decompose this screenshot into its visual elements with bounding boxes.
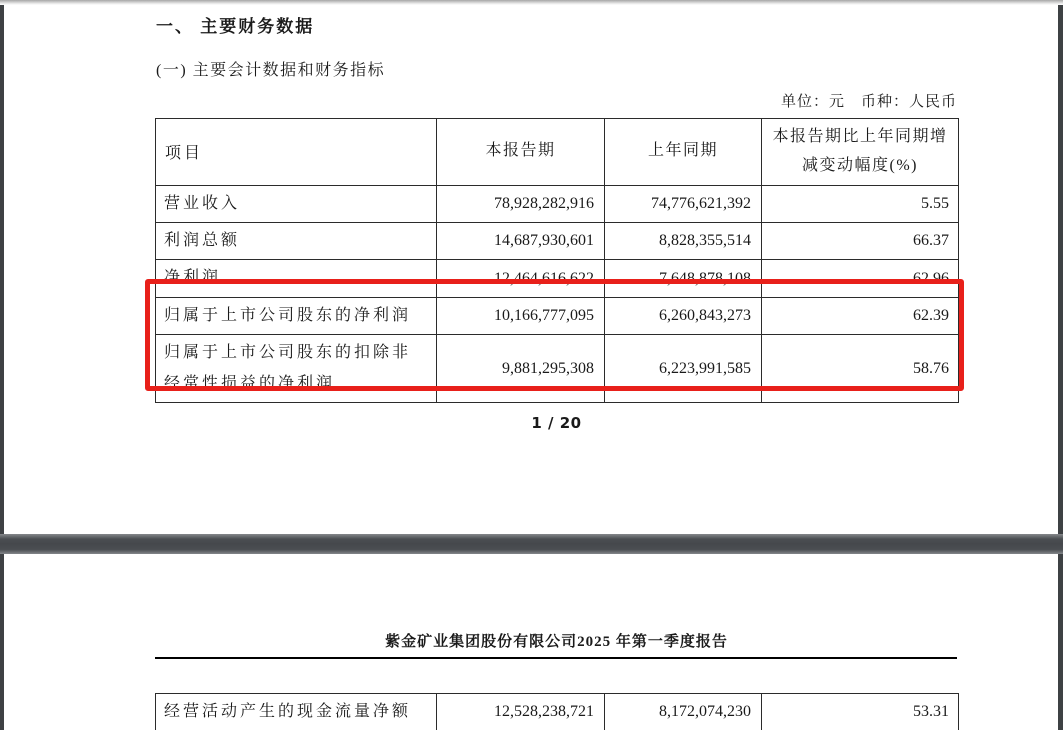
table-row-highlighted xyxy=(156,297,959,334)
header-current-period: 本报告期 xyxy=(437,119,605,186)
table-row xyxy=(156,222,959,259)
report-title: 紫金矿业集团股份有限公司2025 年第一季度报告 xyxy=(385,634,728,650)
header-prior-period: 上年同期 xyxy=(605,119,762,186)
row-prior-value: 6,260,843,273 xyxy=(605,297,762,334)
row-current-value: 9,881,295,308 xyxy=(437,335,605,403)
row-change-value: 5.55 xyxy=(762,185,959,222)
table-header-row xyxy=(156,119,959,186)
row-prior-value: 74,776,621,392 xyxy=(605,185,762,222)
row-current-value: 78,928,282,916 xyxy=(437,185,605,222)
page-indicator: 1 / 20 xyxy=(531,414,582,432)
header-change-pct: 本报告期比上年同期增减变动幅度(%) xyxy=(762,119,959,186)
title-underline xyxy=(155,657,957,659)
toolbar-shadow xyxy=(0,0,1063,5)
row-change-value: 62.96 xyxy=(762,260,959,297)
cash-flow-table xyxy=(155,693,959,730)
table-row xyxy=(156,260,959,297)
section-title: 一、 主要财务数据 xyxy=(156,17,315,36)
row-change-value: 62.39 xyxy=(762,297,959,334)
row-current-value: 10,166,777,095 xyxy=(437,297,605,334)
row-item-label: 归属于上市公司股东的扣除非经常性损益的净利润 xyxy=(156,335,437,403)
row-change-value: 58.76 xyxy=(762,335,959,403)
table-row xyxy=(156,185,959,222)
row-prior-value: 8,172,074,230 xyxy=(605,694,762,730)
row-prior-value: 7,648,878,108 xyxy=(605,260,762,297)
row-current-value: 12,528,238,721 xyxy=(437,694,605,730)
row-item-label: 利润总额 xyxy=(156,222,437,259)
row-item-label: 归属于上市公司股东的净利润 xyxy=(156,297,437,334)
row-current-value: 12,464,616,622 xyxy=(437,260,605,297)
row-prior-value: 6,223,991,585 xyxy=(605,335,762,403)
page-1 xyxy=(4,4,1058,534)
row-item-label: 净利润 xyxy=(156,260,437,297)
row-prior-value: 8,828,355,514 xyxy=(605,222,762,259)
table-row xyxy=(156,694,959,730)
table-row-highlighted xyxy=(156,335,959,403)
financial-indicators-table xyxy=(155,118,959,403)
row-change-value: 53.31 xyxy=(762,694,959,730)
row-item-label: 经营活动产生的现金流量净额 xyxy=(156,694,437,730)
subsection-title: (一) 主要会计数据和财务指标 xyxy=(156,62,386,79)
page-2 xyxy=(4,554,1058,730)
row-item-label: 营业收入 xyxy=(156,185,437,222)
row-change-value: 66.37 xyxy=(762,222,959,259)
page-separator xyxy=(0,534,1063,554)
unit-currency-note: 单位：元 币种：人民币 xyxy=(780,94,957,110)
row-current-value: 14,687,930,601 xyxy=(437,222,605,259)
header-item: 项目 xyxy=(156,119,437,186)
